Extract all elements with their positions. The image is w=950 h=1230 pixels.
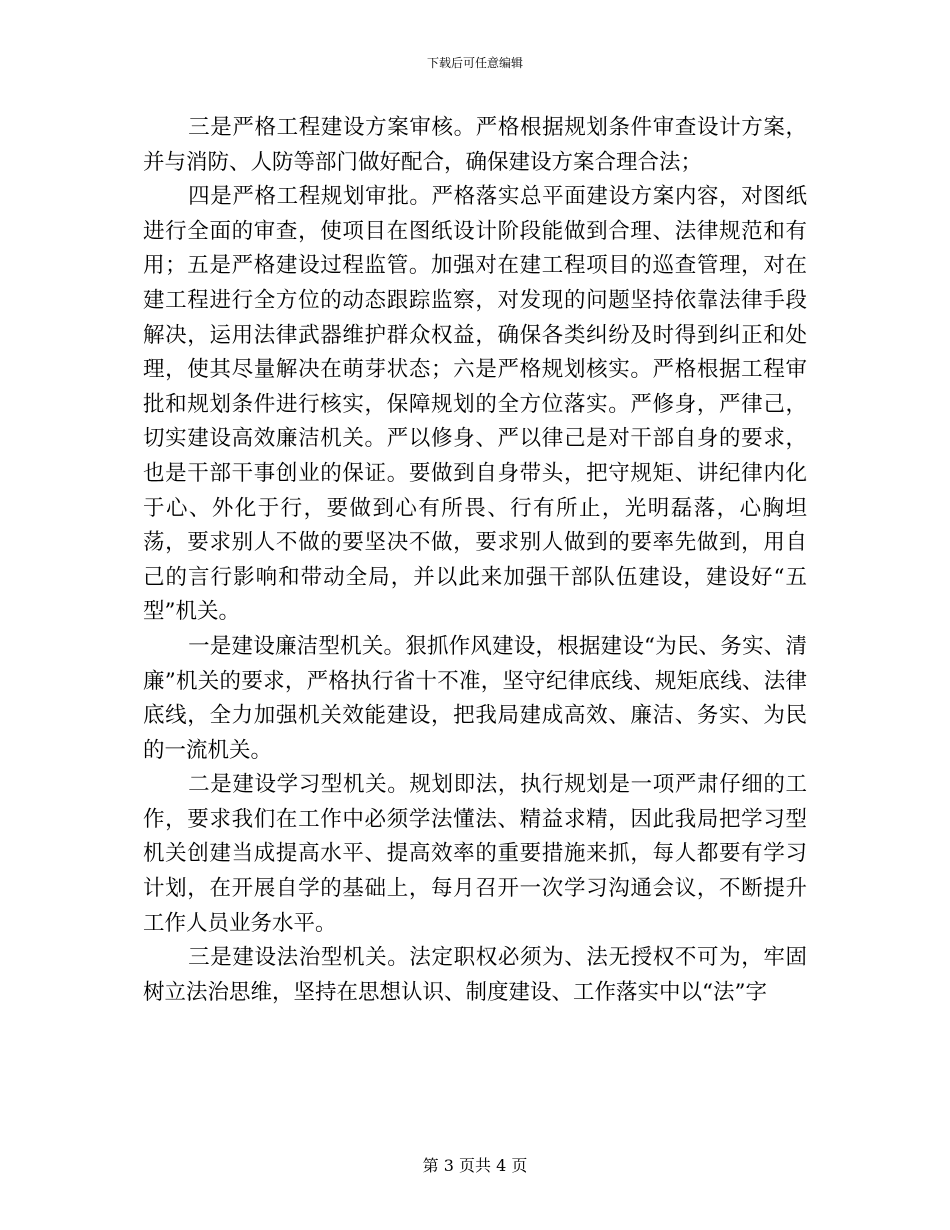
- header-note: 下载后可任意编辑: [426, 56, 523, 70]
- page-number: 第 3 页共 4 页: [422, 1156, 528, 1175]
- paragraph: 四是严格工程规划审批。严格落实总平面建设方案内容，对图纸进行全面的审查，使项目在图纸设计阶段能做到合理、法律规范和有用；五是严格建设过程监管。加强对在建工程项目的巡查管理，对在建工程进行全方位的动态跟踪监察，对发现的问题坚持依靠法律手段解决，运用法律武器维护群众权益，确保各类纠纷及时得到纠正和处理，使其尽量解决在萌芽状态；六是严格规划核实。严格根据工程审批和规划条件进行核实，保障规划的全方位落实。严修身，严律己，切实建设高效廉洁机关。严以修身、严以律己是对干部自身的要求，也是干部干事创业的保证。要做到自身带头，把守规矩、讲纪律内化于心、外化于行，要做到心有所畏、行有所止，光明磊落，心胸坦荡，要求别人不做的要坚决不做，要求别人做到的要率先做到，用自己的言行影响和带动全局，并以此来加强干部队伍建设，建设好“五型”机关。: [143, 184, 807, 625]
- paragraph: 三是建设法治型机关。法定职权必须为、法无授权不可为，牢固树立法治思维，坚持在思想认识、制度建设、工作落实中以“法”字: [143, 945, 807, 1005]
- paragraph: 二是建设学习型机关。规划即法，执行规划是一项严肃仔细的工作，要求我们在工作中必须学法懂法、精益求精，因此我局把学习型机关创建当成提高水平、提高效率的重要措施来抓，每人都要有学习计划，在开展自学的基础上，每月召开一次学习沟通会议，不断提升工作人员业务水平。: [143, 772, 807, 936]
- paragraph: 一是建设廉洁型机关。狠抓作风建设，根据建设“为民、务实、清廉”机关的要求，严格执行省十不准，坚守纪律底线、规矩底线、法律底线，全力加强机关效能建设，把我局建成高效、廉洁、务实、为民的一流机关。: [143, 633, 807, 763]
- paragraph: 三是严格工程建设方案审核。严格根据规划条件审查设计方案，并与消防、人防等部门做好配合，确保建设方案合理合法；: [143, 115, 807, 175]
- document-body: [143, 111, 807, 1010]
